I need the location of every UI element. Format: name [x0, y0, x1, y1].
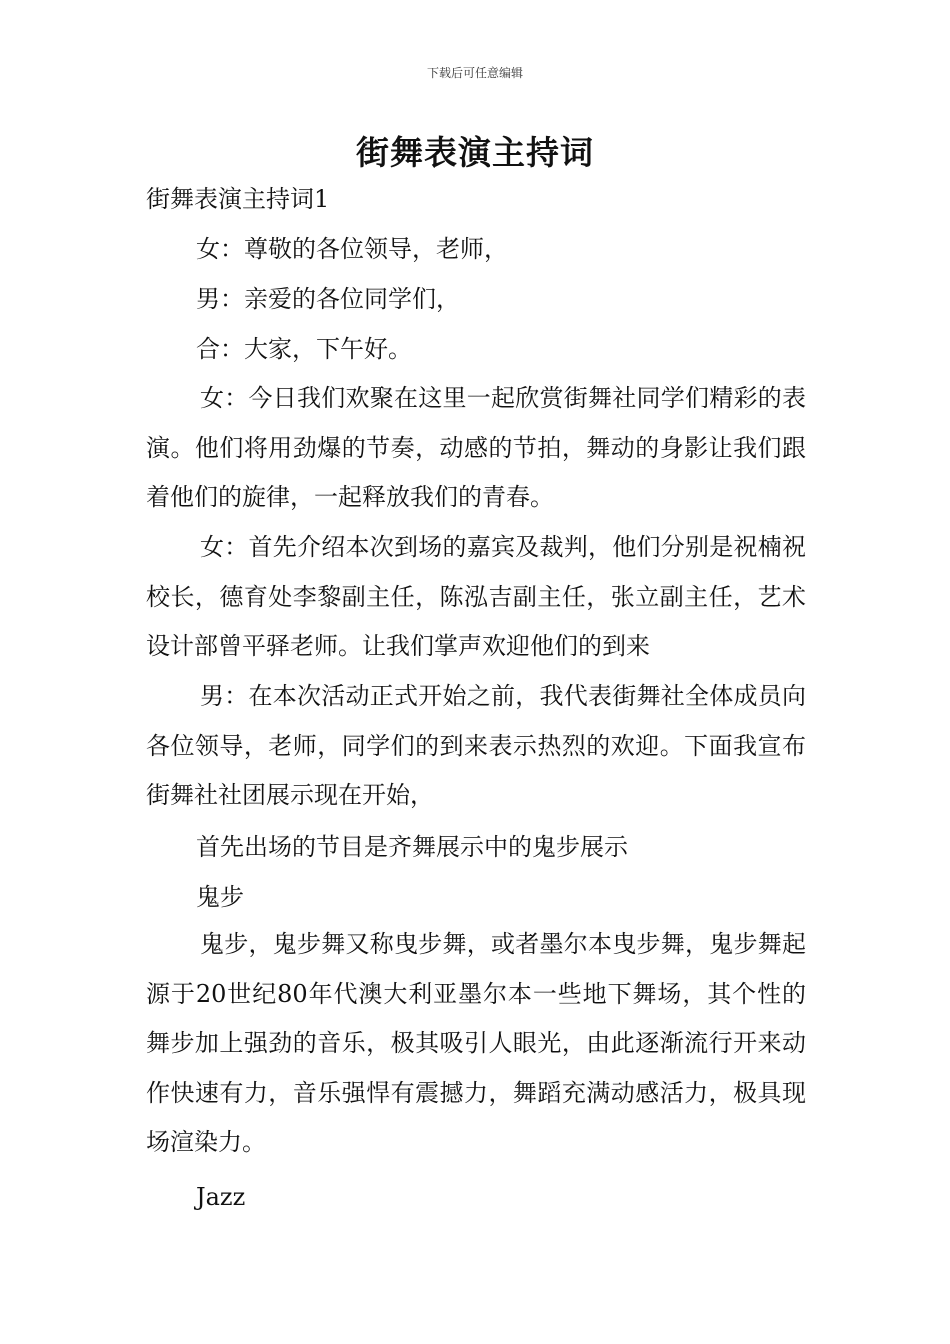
host-line-together: 合：大家，下午好。: [196, 335, 412, 363]
paragraph-welcome: 男：在本次活动正式开始之前，我代表街舞社全体成员向各位领导，老师，同学们的到来表示热烈的欢迎。下面我宣布街舞社社团展示现在开始，: [146, 682, 806, 809]
paragraph-guests: 女：首先介绍本次到场的嘉宾及裁判，他们分别是祝楠祝校长，德育处李黎副主任，陈泓吉副主任，张立副主任，艺术设计部曾平驿老师。让我们掌声欢迎他们的到来: [146, 533, 806, 660]
section-heading: 街舞表演主持词1: [146, 185, 330, 213]
paragraph-guibu-description: 鬼步，鬼步舞又称曳步舞，或者墨尔本曳步舞，鬼步舞起源于20世纪80年代澳大利亚墨尔本一些地下舞场，其个性的舞步加上强劲的音乐，极其吸引人眼光，由此逐渐流行开来动作快速有力，音乐强悍有震撼力，舞蹈充满动感活力，极具现场渲染力。: [146, 930, 806, 1156]
paragraph-opening: 女：今日我们欢聚在这里一起欣赏街舞社同学们精彩的表演。他们将用劲爆的节奏，动感的节拍，舞动的身影让我们跟着他们的旋律，一起释放我们的青春。: [146, 384, 806, 511]
program-name-jazz: Jazz: [196, 1183, 246, 1211]
program-name-guibu: 鬼步: [196, 883, 244, 911]
host-line-male: 男：亲爱的各位同学们，: [196, 285, 460, 313]
document-title: 街舞表演主持词: [356, 133, 594, 172]
host-line-female: 女：尊敬的各位领导，老师，: [196, 235, 508, 263]
page-header-note: 下载后可任意编辑: [426, 66, 523, 80]
program-intro: 首先出场的节目是齐舞展示中的鬼步展示: [196, 833, 628, 861]
